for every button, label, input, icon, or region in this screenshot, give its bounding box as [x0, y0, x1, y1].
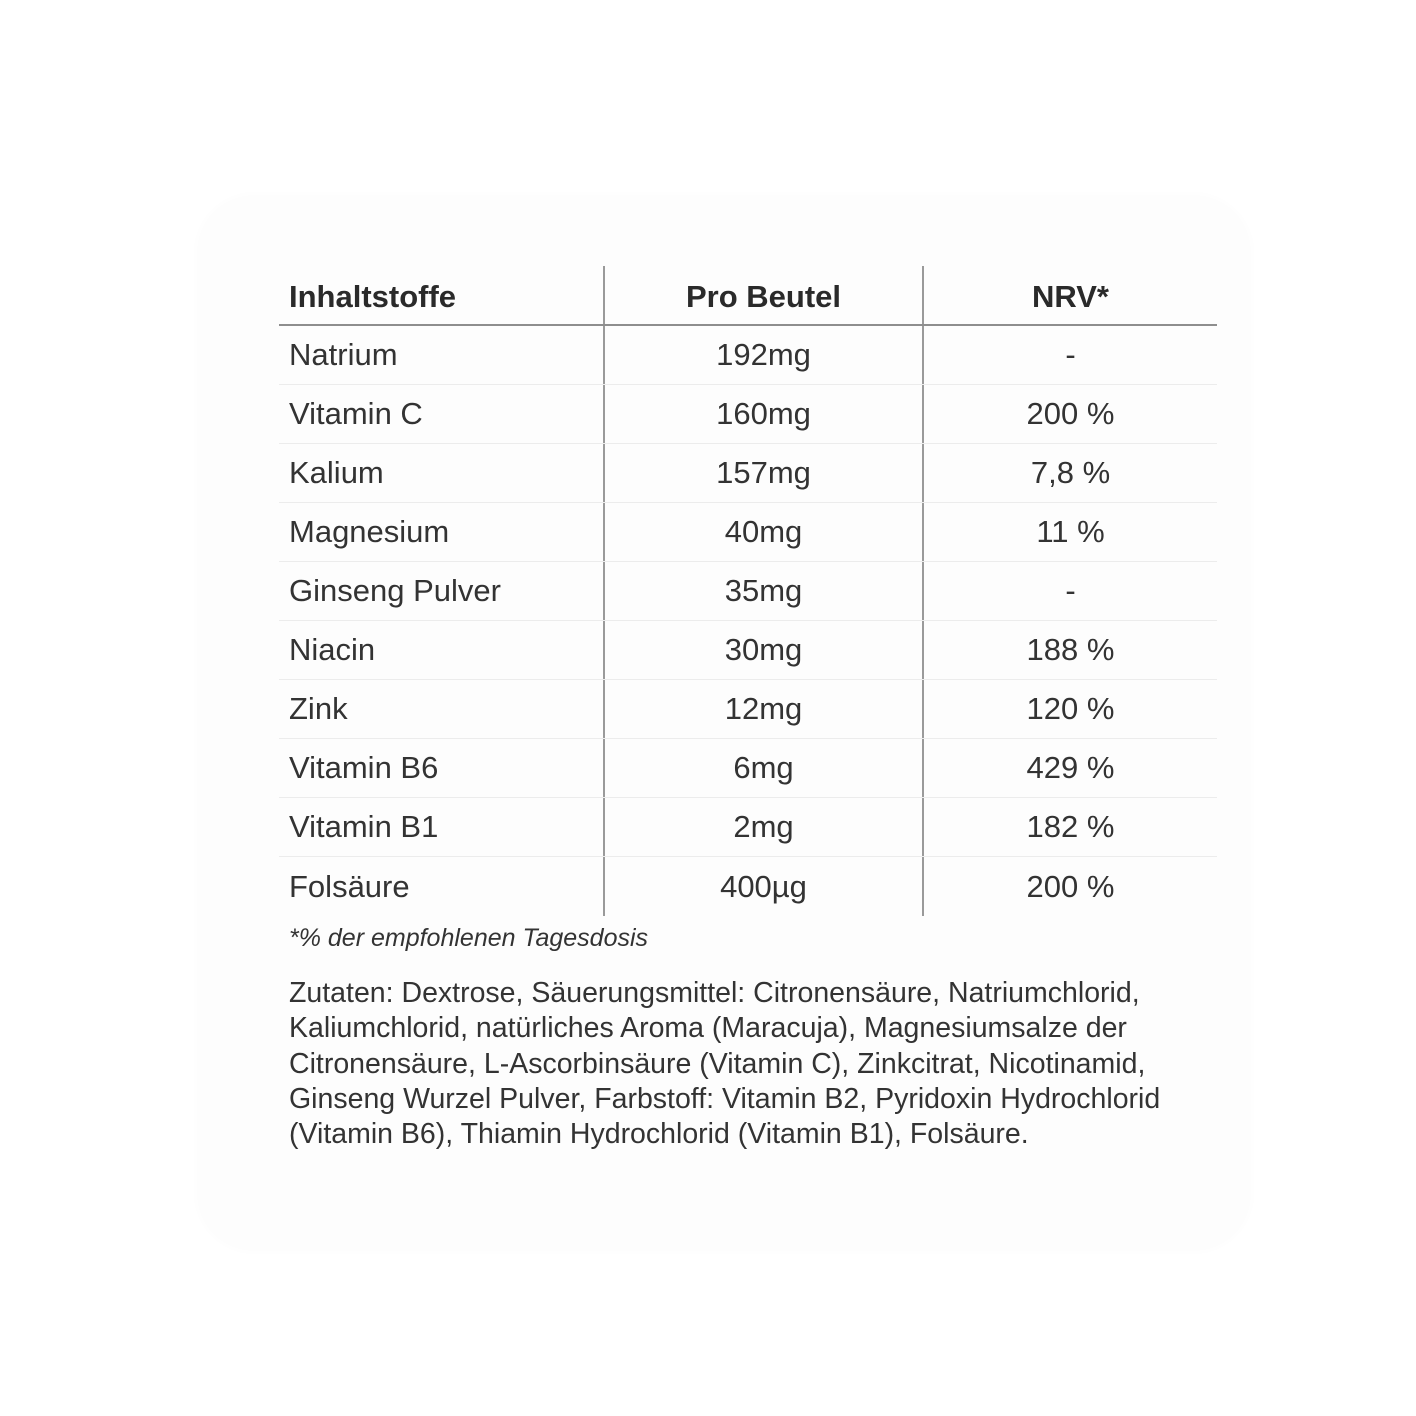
nutrition-table — [279, 266, 1217, 916]
table-row — [279, 444, 1217, 503]
amount-per-sachet: 6mg — [605, 739, 924, 797]
ingredient-name: Vitamin B6 — [279, 739, 605, 797]
table-header-row — [279, 266, 1217, 326]
table-row — [279, 562, 1217, 621]
nrv-value: 188 % — [1026, 632, 1115, 667]
table-row — [279, 326, 1217, 385]
nrv-value: 429 % — [1026, 750, 1115, 785]
amount-per-sachet: 30mg — [605, 621, 924, 679]
nrv-value: 11 % — [1036, 514, 1105, 549]
nrv-value: 200 % — [1026, 396, 1115, 431]
nrv-footnote: *% der empfohlenen Tagesdosis — [289, 924, 649, 952]
amount-per-sachet: 400µg — [605, 857, 924, 916]
nrv-value: - — [1065, 573, 1076, 608]
amount-per-sachet: 160mg — [605, 385, 924, 443]
amount-per-sachet: 35mg — [605, 562, 924, 620]
table-row — [279, 739, 1217, 798]
ingredient-name: Ginseng Pulver — [279, 562, 605, 620]
ingredient-name: Kalium — [279, 444, 605, 502]
ingredient-name: Magnesium — [279, 503, 605, 561]
nrv-value: 182 % — [1026, 809, 1115, 844]
ingredient-name: Zink — [279, 680, 605, 738]
amount-per-sachet: 157mg — [605, 444, 924, 502]
amount-per-sachet: 40mg — [605, 503, 924, 561]
table-row — [279, 503, 1217, 562]
ingredient-name: Folsäure — [279, 857, 605, 916]
header-ingredients: Inhaltstoffe — [279, 266, 605, 324]
nrv-value: - — [1065, 337, 1076, 372]
table-row — [279, 857, 1217, 916]
ingredient-name: Niacin — [279, 621, 605, 679]
nrv-value: 120 % — [1026, 691, 1115, 726]
amount-per-sachet: 192mg — [605, 326, 924, 384]
nrv-value: 200 % — [1026, 868, 1115, 904]
amount-per-sachet: 2mg — [605, 798, 924, 856]
ingredients-list: Zutaten: Dextrose, Säuerungsmittel: Citronensäure, Natriumchlorid, Kaliumchlorid, natürliches Aroma (Maracuja), Magnesiumsalze der Citronensäure, L-Ascorbinsäure (Vitamin C), Zinkcitrat, Nicotinamid, Ginseng Wurzel Pulver, Farbstoff: Vitamin B2, Pyridoxin Hydrochlorid (Vitamin B6), Thiamin Hydrochlorid (Vitamin B1), Folsäure. — [289, 977, 1161, 1151]
table-row — [279, 621, 1217, 680]
nrv-value: 7,8 % — [1030, 455, 1111, 490]
ingredient-name: Natrium — [279, 326, 605, 384]
header-per-sachet: Pro Beutel — [605, 266, 924, 324]
table-row — [279, 680, 1217, 739]
table-row — [279, 798, 1217, 857]
header-nrv: NRV* — [1032, 279, 1109, 314]
ingredient-name: Vitamin B1 — [279, 798, 605, 856]
ingredient-name: Vitamin C — [279, 385, 605, 443]
amount-per-sachet: 12mg — [605, 680, 924, 738]
table-row — [279, 385, 1217, 444]
